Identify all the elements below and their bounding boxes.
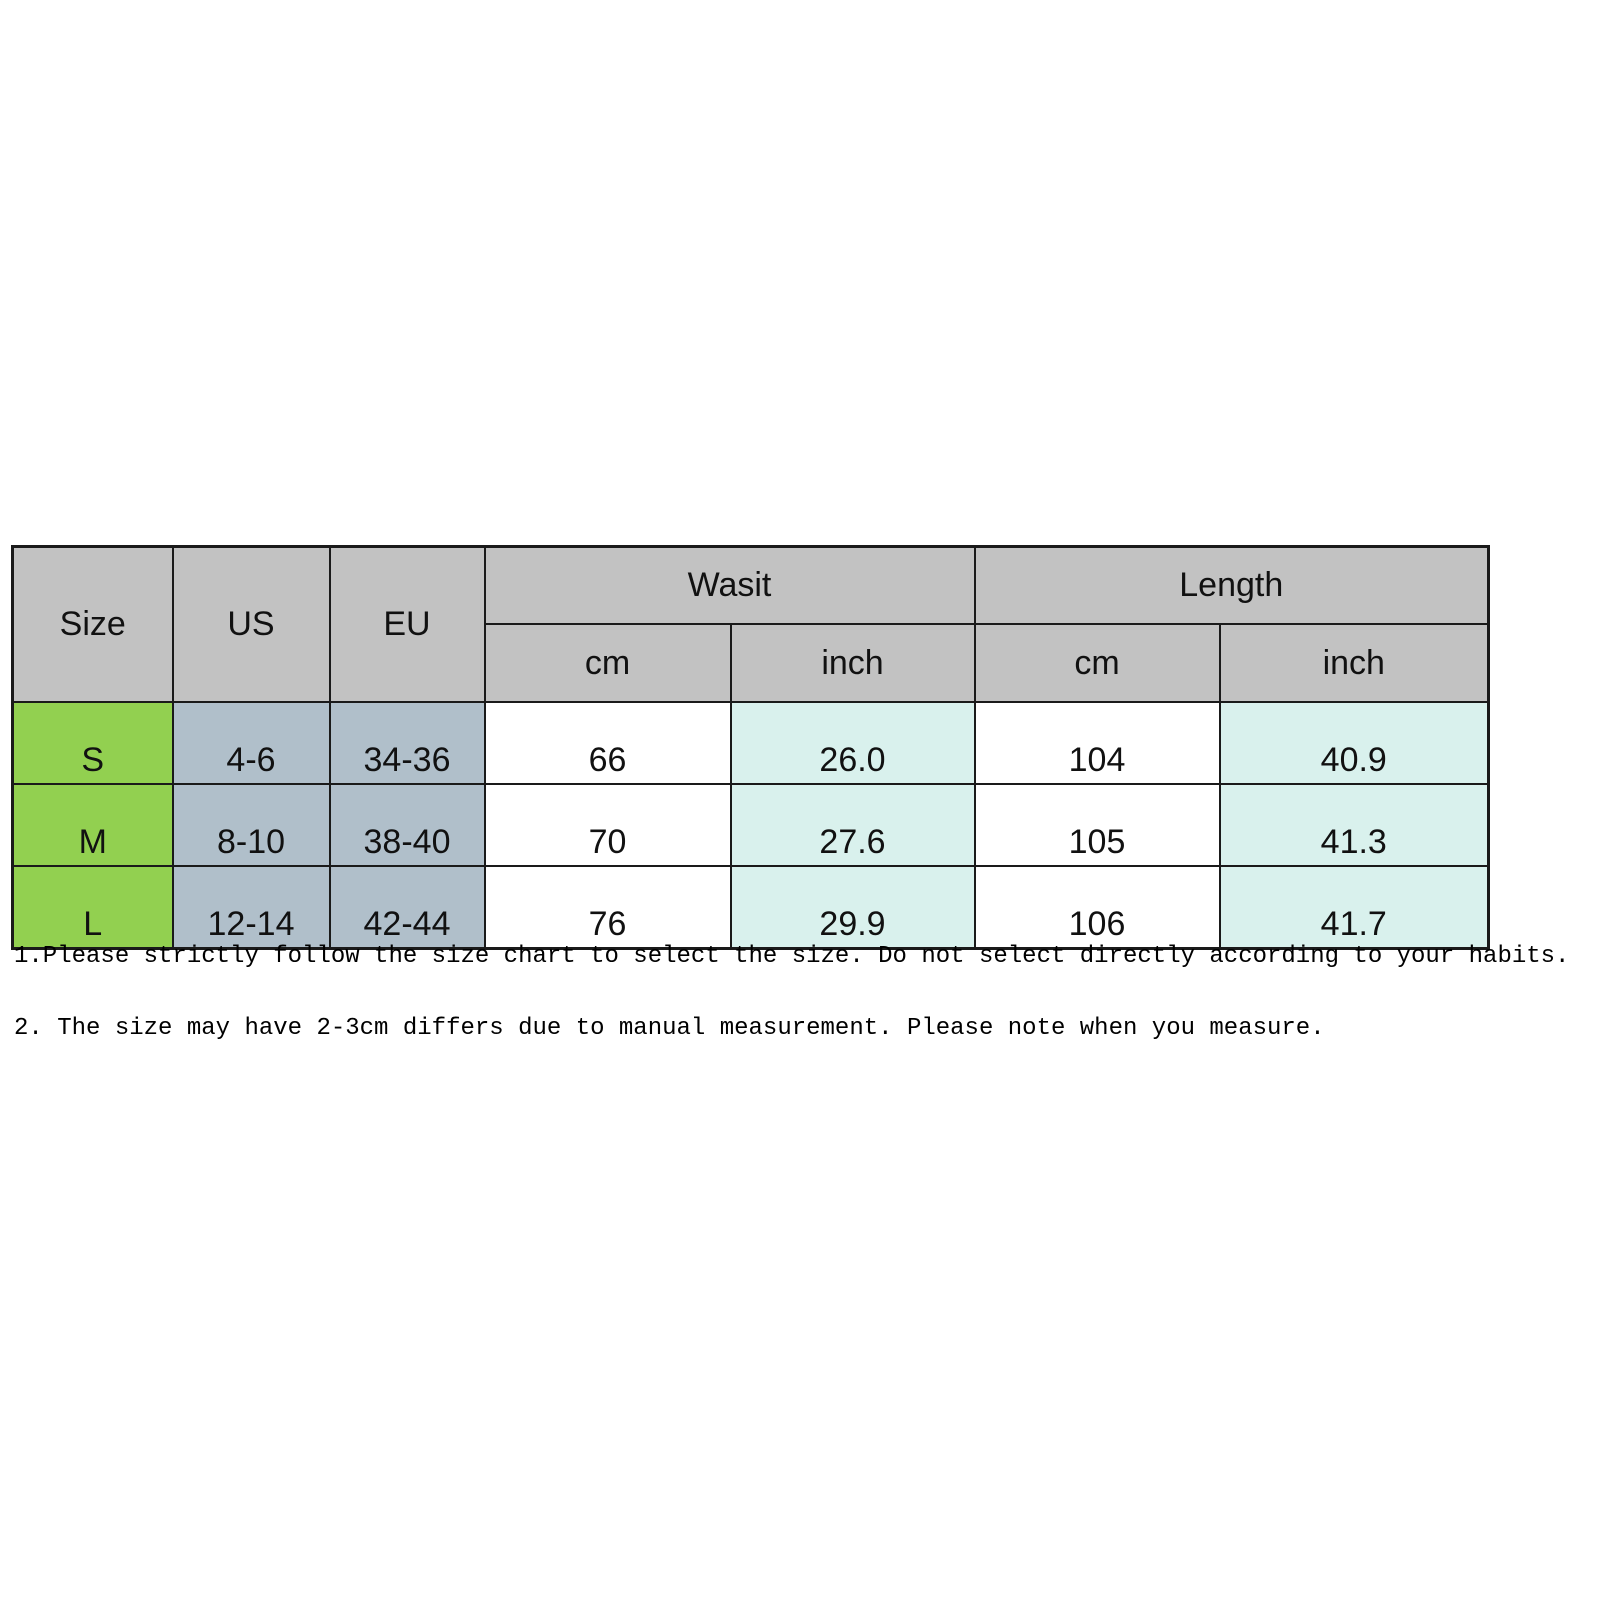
eu-column-header: EU bbox=[330, 547, 485, 703]
waist-inch-cell: 27.6 bbox=[731, 784, 975, 866]
length-inch-cell: 41.7 bbox=[1220, 866, 1489, 949]
length-inch-header: inch bbox=[1220, 624, 1489, 702]
waist-group-header: Wasit bbox=[485, 547, 975, 625]
length-group-header: Length bbox=[975, 547, 1489, 625]
length-cm-cell: 104 bbox=[975, 702, 1220, 784]
size-cell: M bbox=[13, 784, 173, 866]
waist-inch-header: inch bbox=[731, 624, 975, 702]
note-select-size: 1.Please strictly follow the size chart to select the size. Do not select directly according to your habits. bbox=[14, 943, 1570, 970]
table-header-group-row bbox=[13, 547, 1489, 625]
us-cell: 8-10 bbox=[173, 784, 330, 866]
size-chart-table bbox=[11, 545, 1490, 950]
eu-cell: 38-40 bbox=[330, 784, 485, 866]
table-row-m bbox=[13, 784, 1489, 866]
length-inch-cell: 41.3 bbox=[1220, 784, 1489, 866]
note-measurement-tolerance: 2. The size may have 2-3cm differs due to manual measurement. Please note when you measure. bbox=[14, 1015, 1325, 1042]
length-inch-cell: 40.9 bbox=[1220, 702, 1489, 784]
length-cm-header: cm bbox=[975, 624, 1220, 702]
waist-inch-cell: 29.9 bbox=[731, 866, 975, 949]
length-cm-cell: 106 bbox=[975, 866, 1220, 949]
size-cell: L bbox=[13, 866, 173, 949]
waist-inch-cell: 26.0 bbox=[731, 702, 975, 784]
us-column-header: US bbox=[173, 547, 330, 703]
size-cell: S bbox=[13, 702, 173, 784]
table-row-l bbox=[13, 866, 1489, 949]
table-row-s bbox=[13, 702, 1489, 784]
waist-cm-cell: 76 bbox=[485, 866, 731, 949]
size-column-header: Size bbox=[13, 547, 173, 703]
eu-cell: 42-44 bbox=[330, 866, 485, 949]
waist-cm-cell: 70 bbox=[485, 784, 731, 866]
waist-cm-header: cm bbox=[485, 624, 731, 702]
length-cm-cell: 105 bbox=[975, 784, 1220, 866]
us-cell: 12-14 bbox=[173, 866, 330, 949]
eu-cell: 34-36 bbox=[330, 702, 485, 784]
waist-cm-cell: 66 bbox=[485, 702, 731, 784]
us-cell: 4-6 bbox=[173, 702, 330, 784]
